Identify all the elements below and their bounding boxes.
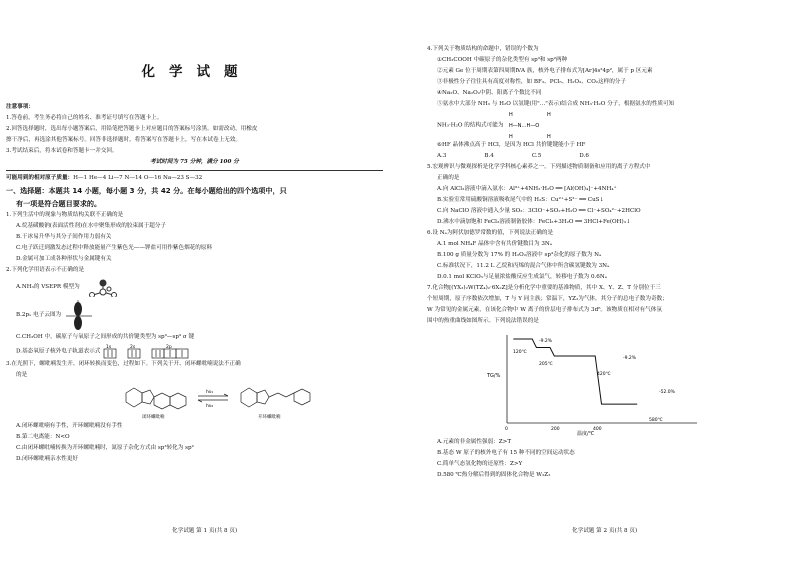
tga-chart-container [427, 327, 784, 437]
q4-item-2: ②元素 Ge 位于周期表第四周期ⅣA 族，核外电子排布式为[Ar]4s²4p²，属于 p 区元素 [437, 68, 653, 74]
q4-item-5-structure [427, 110, 784, 140]
q4-choice-b: B.4 [484, 153, 494, 159]
page-footer-right: 化学试题 第 2 页(共 8 页) [572, 528, 638, 534]
exam-info: 考试时间为 75 分钟，满分 100 分 [150, 159, 239, 165]
q6-stem: 6.设 Nₐ为阿伏加德罗常数的值，下列说法正确的是 [427, 230, 554, 236]
struct-h-top-o: H [547, 112, 551, 118]
tga-ylabel: TG/% [487, 373, 501, 379]
orbital-label-1s: 1s [106, 345, 112, 350]
q5-stem-cont: 正确的是 [437, 175, 460, 181]
q7-option-c: C.简单气态氢化物的还原性：Z>Y [437, 461, 523, 467]
q3-stem-cont: 的是 [16, 372, 28, 378]
q1-option-c: C.电子跃迁到激发态过程中释放能量产生紫色光——钾盐可用作紫色烟花的原料 [16, 245, 213, 251]
arrow-label-bottom: hν₂ [206, 404, 214, 409]
q1-option-a: A.烷基磺酸钠(表面活性剂)在水中聚集形成的胶束属于超分子 [16, 223, 167, 229]
q5-stem: 5.宏观辨识与微观探析是化学学科核心素养之一。下列描述物质制备和应用的离子方程式中 [427, 164, 651, 170]
q2-option-a [6, 276, 383, 298]
q4-item-3: ③非极性分子往往具有高度对称性，如 BF₃、PCl₅、H₂O₂、CO₂这样的分子 [437, 79, 626, 85]
q2-option-c: C.CH₃OH 中，碳原子与氧原子之间形成的共价键类型为 sp³—sp³ σ 键 [16, 334, 195, 340]
page-footer-left: 化学试题 第 1 页(共 8 页) [172, 528, 238, 534]
tga-annot-7: 580℃ [649, 418, 663, 423]
tga-annot-6: -52.0% [659, 390, 675, 395]
section-header-cont: 有一项是符合题目要求的。 [16, 199, 102, 208]
tga-curve [513, 339, 637, 404]
arrow-label-top: hν₁ [206, 390, 214, 395]
tga-xtick-0: 0 [505, 427, 508, 432]
struct-h-top-n: H [509, 112, 513, 118]
q4-choice-d: D.6 [579, 153, 589, 159]
orbital-label-2s: 2s [130, 345, 136, 350]
q2-stem: 2.下列化学用语表示不正确的是 [6, 267, 85, 273]
q4-item-5: ⑤氨水中大部分 NH₃ 与 H₂O 以氢键(用"…"表示)结合成 NH₃·H₂O 分子，根据氨水的性质可知 [437, 101, 675, 107]
q3-option-c: C.由闭环螺吡喃转换为开环螺吡喃时，氮原子杂化方式由 sp³转化为 sp² [16, 445, 194, 451]
q7-stem-1: 7.化合物[(YX₃)₂W(TZ₄)₂·6X₂Z]是分析化学中重要的基准物质，其中 X、Y、Z、T 分别位于三 [427, 285, 661, 291]
q3-option-a: A.闭环螺吡喃有手性，开环螺吡喃没有手性 [16, 423, 123, 429]
q1-option-b: B.干冰易升华与其分子间作用力弱有关 [16, 234, 112, 240]
q2-option-b-text: B.2pₓ 电子云图为 [16, 312, 62, 318]
tga-xtick-400: 400 [593, 427, 602, 432]
closed-ring-label: 闭环螺吡喃 [142, 415, 165, 420]
notice-2: 2.回答选择题时，选出每小题答案后，用铅笔把答题卡上对应题目的答案标号涂黑。如需改动，用橡皮 [6, 126, 258, 132]
q4-choice-a: A.3 [437, 153, 447, 159]
q4-choice-c: C.5 [531, 153, 542, 159]
q4-stem: 4.下列关于物质结构的命题中，错误的个数为 [427, 46, 539, 52]
q4-item-5-cont: NH₃·H₂O 的结构式可能为 [437, 122, 504, 129]
q4-item-6: ⑥HF 晶体沸点高于 HCl，是因为 HCl 共价键键能小于 HF [437, 142, 586, 148]
spiropyran-scheme [6, 381, 383, 421]
q6-option-d: D.0.1 mol KClO₃与足量浓盐酸反应生成氯气，转移电子数为 0.6Nₐ [437, 274, 607, 280]
atomic-masses [6, 173, 383, 184]
tga-annot-1: -9.2% [539, 339, 553, 344]
tga-xlabel: 温度/℃ [577, 431, 595, 437]
q6-option-b: B.100 g 质量分数为 17% 的 H₂O₂溶液中 sp³杂化的原子数为 Nₐ [437, 252, 602, 258]
hydrogen-bond-structure [505, 110, 595, 140]
tga-annot-4: -9.2% [623, 356, 637, 361]
q3-option-d: D.闭环螺吡喃亲水性更好 [16, 456, 79, 462]
page-right [397, 0, 794, 562]
q5-option-b: B.实验室常用硫酸铜溶液吸收尾气中的 H₂S：Cu²⁺+S²⁻ ══ CuS↓ [437, 197, 605, 203]
q4-item-1: ①CH₃COOH 中碳原子的杂化类型有 sp³和 sp²两种 [437, 57, 568, 63]
q7-option-a: A.元素的非金属性强弱：Z>T [437, 439, 512, 445]
notice-1: 1.答卷前，考生务必将自己的姓名、准考证号填写在答题卡上。 [6, 115, 163, 121]
q3-stem: 3.在光照下，螺吡喃发生开、闭环转换而变色，过程如下。下列关于开、闭环螺吡喃说法不正确 [6, 361, 241, 367]
q6-option-a: A.1 mol NH₄F 晶体中含有共价键数目为 3Nₐ [437, 241, 552, 247]
struct-h-bottom: H [509, 134, 513, 140]
q2-option-b [6, 298, 383, 332]
q7-stem-4: 围中的热重曲线如图所示。下列说法错误的是 [427, 318, 539, 324]
orbital-label-2p: 2p [166, 345, 172, 350]
q7-option-b: B.基态 W 原子的核外电子有 15 种不同的空间运动状态 [437, 450, 575, 456]
spiropyran-reaction-image [6, 381, 386, 421]
q2-option-d-text: D.基态氧原子核外电子轨道表示式 [16, 348, 101, 355]
tga-annot-2: 120℃ [513, 350, 527, 355]
orbital-diagram [102, 343, 212, 359]
tga-xtick-200: 200 [551, 427, 560, 432]
q5-option-a: A.向 AlCl₃溶液中滴入氨水：Al³⁺+4NH₃·H₂O ══ [Al(OH)₄]⁻+4NH₄⁺ [437, 186, 617, 192]
section-header: 一、选择题：本题共 14 小题，每小题 3 分，共 42 分。在每小题给出的四个选项中，只 [6, 186, 287, 195]
q5-option-d: D.沸水中滴加饱和 FeCl₃溶液制备胶体：FeCl₃+3H₂O ══ 3HCl+Fe(OH)₃↓ [437, 219, 631, 225]
q7-stem-2: 个短周期，原子序数依次增加，T 与 Y 同主族；常温下，YZ₂为气体，其分子的总电子数为奇数； [427, 296, 668, 302]
notice-2-cont: 擦干净后，再选涂其他答案标号。回答非选择题时，将答案写在答题卡上，写在本试卷上无效。 [6, 137, 241, 143]
q2-option-a-text: A.NH₃的 VSEPR 模型为 [16, 284, 80, 290]
atomic-masses-label: 可能用到的相对原子质量： [6, 175, 74, 181]
q6-option-c: C.标准状况下，11.2 L 乙烷和丙烯的混合气体中所含碳氢键数为 3Nₐ [437, 263, 610, 269]
notice-3: 3.考试结束后，将本试卷和答题卡一并交回。 [6, 148, 118, 154]
q4-choices [427, 151, 784, 162]
p-orbital-image [63, 299, 93, 331]
q7-option-d: D.580 ℃热分解后得到的固体化合物是 W₂Z₃ [437, 472, 551, 478]
divider [6, 170, 383, 171]
tga-chart [427, 327, 787, 437]
tga-annot-3: 205℃ [539, 362, 553, 367]
q2-option-d [6, 343, 383, 359]
tga-annot-5: 420℃ [597, 372, 611, 377]
q1-option-d: D.金属可加工成各种形状与金属键有关 [16, 256, 112, 262]
open-ring-label: 开环螺吡喃 [258, 415, 281, 420]
q4-item-4: ④Na₂O、Na₂O₂中阴、阳离子个数比不同 [437, 90, 542, 96]
q1-stem: 1.下列生活中的现象与物质结构关联不正确的是 [6, 212, 124, 218]
document-title: 化学试题 [141, 64, 252, 80]
struct-h-bottom-o: H [547, 134, 551, 140]
q3-option-b: B.第二电离能：N<O [16, 434, 70, 440]
notice-heading: 注意事项： [6, 104, 34, 110]
atomic-masses-values: H—1 He—4 Li—7 N—14 O—16 Na—23 S—32 [73, 175, 203, 181]
vsepr-model-image [81, 277, 125, 297]
q7-stem-3: W 为常见的金属元素，在该化合物中 W 离子的价层电子排布式为 3d⁶。该物质在相对有气体氛 [427, 307, 662, 313]
struct-center: H—N…H—O [509, 123, 540, 129]
q5-option-c: C.向 NaClO 溶液中通入少量 SO₂：3ClO⁻+SO₂+H₂O ══ Cl⁻+SO₄²⁻+2HClO [437, 208, 641, 214]
